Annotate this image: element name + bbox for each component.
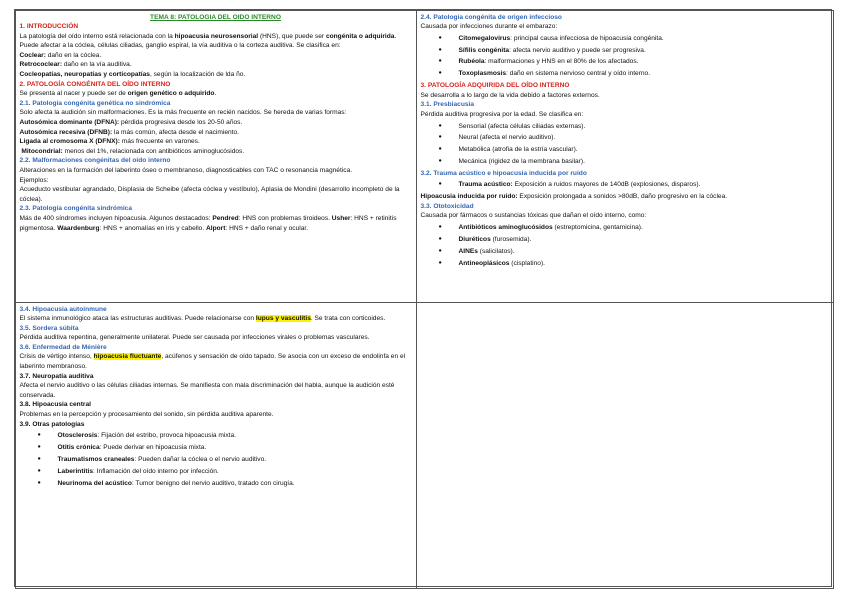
paragraph-2-3 [20,214,412,233]
text: (rigidez de la membrana basilar). [486,157,585,165]
text-bold: Alport [206,224,226,232]
text: Se presenta al nacer y puede ser de [19,90,128,98]
text-bold: Hipoacusia inducida por ruido: [420,193,518,201]
text-bold: Autosómica dominante (DFNA): [19,119,120,127]
list-item [421,259,829,269]
list-presbiacusia [421,122,829,167]
text: Metabólica [458,146,491,154]
text-bold: Coclear: [19,51,46,59]
text: : principal causa infecciosa de hipoacusia congénita. [510,34,664,42]
text-bold: AINEs [458,247,478,255]
text: : daño en sistema nervioso central y oído interno. [506,70,651,78]
heading-2-1: 2.1. Patología congénita genética no sindrómica [19,99,171,107]
paragraph-3-4 [20,314,412,324]
text-bold: Autosómica recesiva (DFNB): [19,128,113,136]
text: Crisis de vértigo intenso, [19,353,94,361]
line-coclear [20,51,412,61]
line-dfna [20,118,412,128]
list-item [421,235,829,245]
text: . Se trata con corticoides. [310,315,386,323]
text: : malformaciones y HNS en el 80% de los afectados. [484,58,639,66]
list-item [20,455,412,465]
text-bold: origen genético o adquirido [127,90,215,98]
text: (atrofia de la estría vascular). [490,146,578,154]
paragraph-3-1: Pérdida auditiva progresiva por la edad. Se clasifica en: [420,110,584,118]
text: Exposición prolongada a sonidos >80dB, daño progresivo en la cóclea. [517,193,728,201]
text: Exposición a ruidos mayores de 140dB (explosiones, disparos). [512,181,701,189]
paragraph-3: Se desarrolla a lo largo de la vida debido a factores externos. [420,91,600,99]
cell-top-left [15,10,417,303]
list-item [421,46,829,56]
heading-2-3: 2.3. Patología congénita sindrómica [19,205,132,213]
heading-3-5: 3.5. Sordera súbita [19,324,79,332]
text: Sensorial [458,122,486,130]
text: : Puede derivar en hipoacusia mixta. [99,444,207,452]
list-item [421,145,829,155]
text: : Tumor benigno del nervio auditivo, tratado con cirugía. [131,479,295,487]
text: . [214,90,217,98]
text-bold: Rubéola [458,58,485,66]
paragraph-ejemplos: Acueducto vestibular agrandado, Displasia de Scheibe (afecta cóclea y vestíbulo), Aplasia de Mondini (desarrollo incompleto de la cóclea). [19,186,400,203]
list-item [421,247,829,257]
list-item [421,223,829,233]
text-bold: Citomegalovirus [458,34,511,42]
heading-3-2: 3.2. Trauma acústico e hipoacusia inducida por ruido [420,169,587,177]
text: (cisplatino). [509,259,545,267]
heading-patologia-congenita: 2. PATOLOGÍA CONGÉNITA DEL OÍDO INTERNO [19,80,171,88]
heading-introduccion: 1. INTRODUCCIÓN [19,23,79,31]
paragraph-2-2: Alteraciones en la formación del laberinto óseo o membranoso, diagnosticables con TAC o resonancia magnética. [19,167,353,174]
list-otras-patologias [20,431,412,488]
document-title: TEMA 8: PATOLOGIA DEL OIDO INTERNO [150,13,281,21]
cell-top-right [416,10,834,303]
list-item [421,69,829,79]
text: : Inflamación del oído interno por infección. [93,467,219,475]
line-ruido [421,192,829,202]
list-item [421,133,829,143]
text: Mecánica [458,157,487,165]
text: : HNS + retinitis pigmentosa. [19,214,397,232]
list-item [20,431,412,441]
paragraph-intro [20,32,412,51]
text: menos del 1%, relacionada con antibióticos aminoglucósidos. [62,147,245,155]
text: (salicilatos). [477,247,515,255]
cell-bottom-right [416,302,834,589]
text: : HNS con problemas tiroideos. [238,214,332,222]
paragraph-2-4: Causada por infecciones durante el embarazo: [420,23,558,31]
text: Neural [458,134,478,142]
text: (afecta el nervio auditivo). [477,134,556,142]
text-bold: hipoacusia neurosensorial [174,32,259,40]
line-dfnx [20,137,412,147]
paragraph-congenita [20,89,412,99]
text: Más de 400 síndromes incluyen hipoacusia. Algunos destacados: [19,214,213,222]
list-item [421,122,829,132]
text: : Pueden dañar la cóclea o el nervio auditivo. [134,455,267,463]
text-highlight: hipoacusia fluctuante [93,353,162,361]
text-bold: Otosclerosis [57,432,98,440]
text-highlight: lupus y vasculitis [255,315,311,323]
text: (HNS), que puede ser [258,32,326,40]
text: : HNS + daño renal y ocular. [225,224,309,232]
text: , acúfenos y sensación de oído tapado. Se asocia con un exceso de endolinfa en el laberinto membranoso. [19,353,406,371]
paragraph-3-6 [20,352,412,371]
line-dfnb [20,128,412,138]
text: la más común, afecta desde el nacimiento. [112,128,240,136]
text-bold: Mitocondrial: [21,147,63,155]
text: , según la localización de lda ño. [149,71,246,79]
list-item [421,57,829,67]
heading-3-9: 3.9. Otras patologías [19,420,85,428]
text-bold: Sífilis congénita [458,46,510,54]
text-bold: Usher [331,214,351,222]
line-cocleopatias [20,70,412,80]
text: (afecta células ciliadas externas). [486,122,586,130]
text-bold: Retrococlear: [19,61,63,69]
text-bold: Laberintitis [57,467,94,475]
text: : Fijación del estribo, provoca hipoacusia mixta. [97,432,236,440]
heading-3-1: 3.1. Presbiacusia [420,101,475,109]
heading-3-8: 3.8. Hipoacusia central [19,401,91,409]
list-item [421,34,829,44]
text-bold: Pendred [212,214,239,222]
heading-2-4: 2.4. Patología congénita de origen infeccioso [420,13,562,21]
document-table [14,9,832,587]
list-infecciones [421,34,829,79]
text-bold: Antineoplásicos [458,259,510,267]
list-ototoxicidad [421,223,829,268]
text-bold: Diuréticos [458,236,491,243]
text: La patología del oído interno está relacionada con la [19,32,175,40]
heading-3-4: 3.4. Hipoacusia autoinmune [19,305,107,313]
list-item [20,443,412,453]
text-bold: Cocleopatías, neuropatías y corticopatías [19,71,150,79]
paragraph-3-8: Problemas en la percepción y procesamiento del sonido, sin pérdida auditiva aparente. [19,411,274,419]
text: (estreptomicina, gentamicina). [552,224,643,232]
list-trauma [421,180,829,190]
text: (furosemida). [490,236,532,243]
text-bold: Trauma acústico: [458,181,513,189]
heading-2-2: 2.2. Malformaciones congénitas del oído interno [19,157,171,165]
list-item [421,157,829,167]
text-bold: Antibióticos aminoglucósidos [458,224,553,232]
paragraph-3-3: Causada por fármacos o sustancias tóxicas que dañan el oído interno, como: [420,212,647,220]
line-retrococlear [20,60,412,70]
text: daño en la cóclea. [45,51,102,59]
heading-3-6: 3.6. Enfermedad de Ménière [19,343,107,351]
heading-patologia-adquirida: 3. PATOLOGÍA ADQUIRIDA DEL OÍDO INTERNO [420,82,570,89]
heading-3-3: 3.3. Ototoxicidad [420,202,474,210]
text-bold: Waardenburg [57,224,100,232]
text: : afecta nervio auditivo y puede ser progresiva. [509,46,646,54]
text: pérdida progresiva desde los 20-50 años. [119,119,243,127]
text-bold: Otitis crónica [57,444,100,452]
label-ejemplos: Ejemplos: [19,176,49,184]
cell-bottom-left [15,302,417,589]
list-item [20,479,412,489]
text-bold: Neurinoma del acústico [57,479,132,487]
text: : HNS + anomalías en iris y cabello. [99,224,206,232]
text: daño en la vía auditiva. [62,61,132,69]
text-bold: Toxoplasmosis [458,70,507,78]
paragraph-3-7: Afecta el nervio auditivo o las células ciliadas internas. Se manifiesta con mala discriminación del habla, aunque la audición esté conservada. [19,382,395,399]
text: . Puede afectar a la cóclea, células ciliadas, ganglio espiral, la vía auditiva o la corteza auditiva. Se clasifica en: [19,32,397,50]
text-bold: Ligada al cromosoma X (DFNX): [19,138,120,146]
text: El sistema inmunológico ataca las estructuras auditivas. Puede relacionarse con [19,315,256,323]
list-item [20,467,412,477]
paragraph-3-5: Pérdida auditiva repentina, generalmente unilateral. Puede ser causada por infecciones virales o problemas vasculares. [19,334,370,342]
list-item [421,180,829,190]
paragraph-2-1: Solo afecta la audición sin malformaciones. Es la más frecuente en recién nacidos. Se hereda de varias formas: [19,109,347,117]
heading-3-7: 3.7. Neuropatía auditiva [19,372,94,380]
line-mitocondrial [20,147,412,157]
text-bold: Traumatismos craneales [57,455,135,463]
text: más frecuente en varones. [119,138,200,146]
text-bold: congénita o adquirida [325,32,395,40]
